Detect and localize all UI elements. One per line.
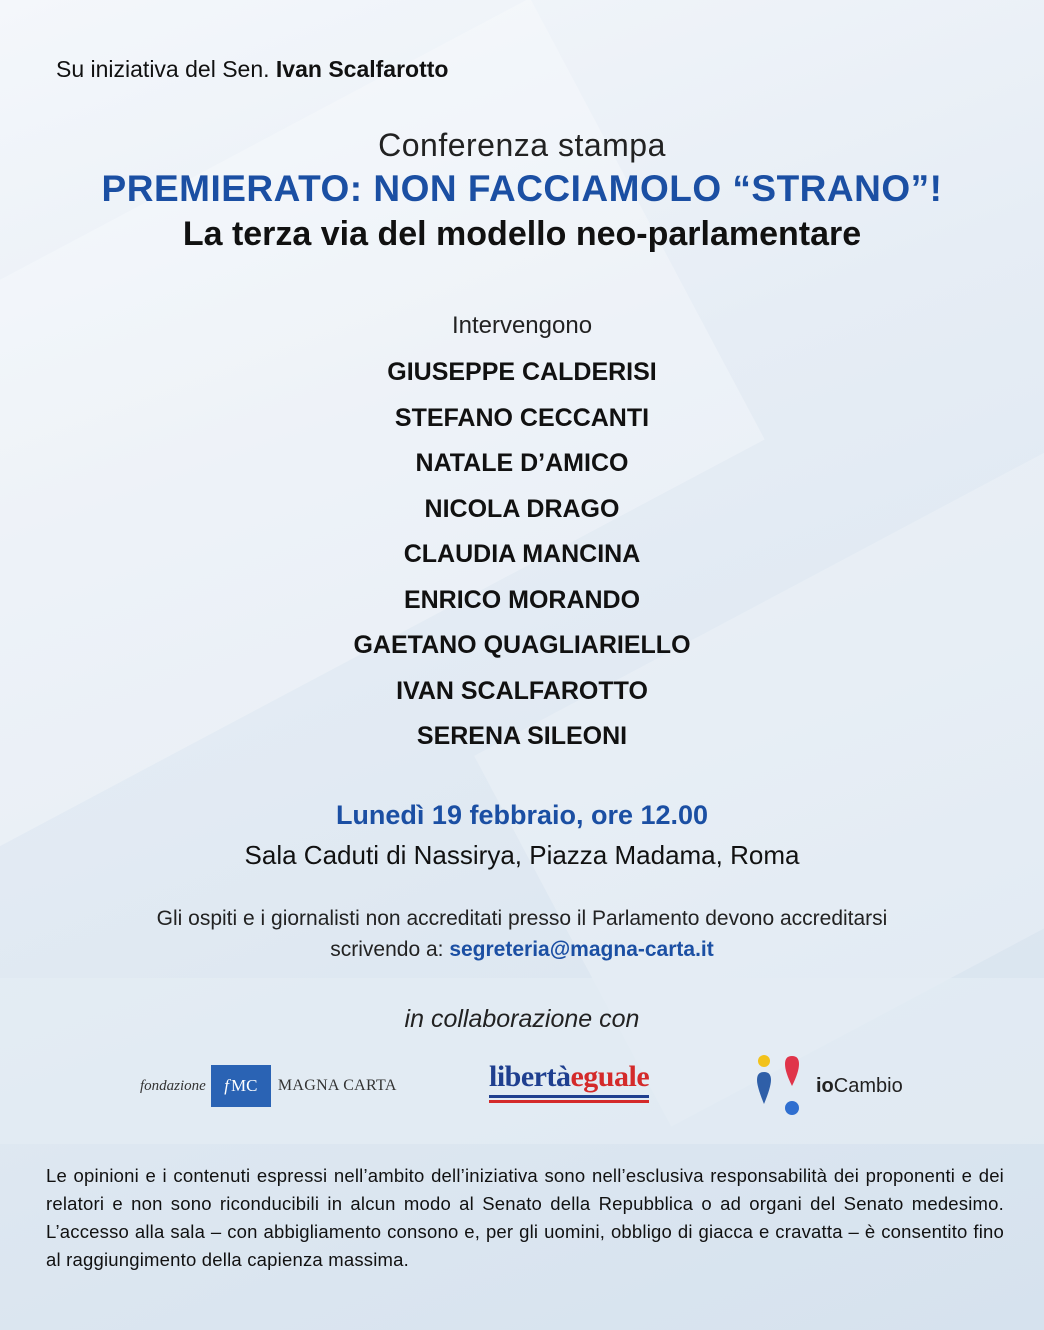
fondazione-magna-carta-logo: [140, 1065, 397, 1107]
liberta-eguale-logo: [489, 1062, 649, 1103]
speaker-name: ENRICO MORANDO: [403, 585, 641, 614]
accreditation-email-link[interactable]: segreteria@magna-carta.it: [449, 938, 714, 961]
le-underline-red: [489, 1100, 649, 1103]
iocambio-text: ioCambio: [816, 1074, 903, 1097]
le-underline-blue: [489, 1095, 649, 1098]
speaker-name: SERENA SILEONI: [416, 722, 628, 750]
initiative-line: [56, 56, 448, 83]
event-type: Conferenza stampa: [378, 127, 666, 163]
fmc-fondazione-text: fondazione: [140, 1077, 206, 1094]
accreditation-prefix: scrivendo a:: [330, 938, 450, 961]
iocambio-pins-icon: [754, 1054, 804, 1118]
speaker-name: IVAN SCALFAROTTO: [396, 676, 648, 705]
accreditation-line2: [0, 934, 1044, 965]
event-venue: Sala Caduti di Nassirya, Piazza Madama, Roma: [244, 840, 800, 870]
fmc-badge: f MC: [211, 1065, 271, 1107]
accreditation-line1: Gli ospiti e i giornalisti non accreditati presso il Parlamento devono accreditarsi: [156, 907, 888, 930]
initiative-senator-name: Ivan Scalfarotto: [275, 56, 449, 82]
speaker-name: GIUSEPPE CALDERISI: [387, 358, 657, 386]
le-part2: eguale: [570, 1060, 650, 1093]
speaker-name: NATALE D’AMICO: [415, 449, 629, 477]
collaboration-label: in collaborazione con: [404, 1005, 640, 1033]
speaker-name: GAETANO QUAGLIARIELLO: [353, 631, 691, 659]
event-headline: PREMIERATO: NON FACCIAMOLO “STRANO”!: [101, 168, 943, 209]
event-subtitle: La terza via del modello neo-parlamentare: [182, 215, 862, 253]
le-part1: libertà: [489, 1060, 571, 1093]
iocambio-logo: [754, 1054, 903, 1118]
event-date: Lunedì 19 febbraio, ore 12.00: [335, 800, 709, 830]
speakers-label: Intervengono: [451, 312, 593, 339]
disclaimer-text: Le opinioni e i contenuti espressi nell’ambito dell’iniziativa sono nell’esclusiva responsabilità dei proponenti e dei relatori e non sono riconducibili in alcun modo al Senato della Repubblica o ad organi del Senato medesimo. L’accesso alla sala – con abbigliamento consono e, per gli uomini, obbligo di giacca e cravatta – è consentito fino al raggiungimento della capienza massima.: [46, 1165, 1004, 1270]
speakers-list: [0, 352, 1044, 762]
speaker-name: STEFANO CECCANTI: [394, 403, 650, 432]
speaker-name: CLAUDIA MANCINA: [403, 540, 641, 568]
accreditation-note: [0, 903, 1044, 965]
initiative-prefix: Su iniziativa del Sen.: [56, 56, 276, 82]
speaker-name: NICOLA DRAGO: [424, 494, 620, 523]
fmc-name: MAGNA CARTA: [277, 1077, 397, 1094]
